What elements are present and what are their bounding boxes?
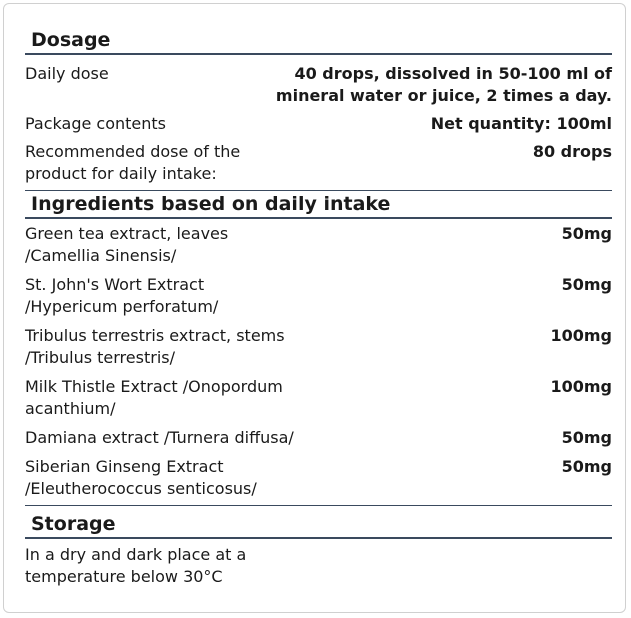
product-info-card <box>3 3 626 613</box>
ingredient-label <box>25 223 228 267</box>
label-line: St. John's Wort Extract <box>25 275 205 294</box>
value-line: 100mg <box>550 377 612 396</box>
storage-text <box>25 544 612 588</box>
dosage-heading: Dosage <box>25 28 612 55</box>
label-line: Damiana extract /Turnera diffusa/ <box>25 428 294 447</box>
value-line: 50mg <box>561 428 612 447</box>
ingredient-amount <box>562 456 612 478</box>
ingredient-row <box>25 456 612 506</box>
dosage-label <box>25 141 240 185</box>
dosage-value <box>276 63 612 107</box>
dosage-row-package-contents <box>25 113 612 135</box>
ingredient-amount <box>550 325 612 347</box>
ingredient-label <box>25 456 257 500</box>
label-line: Siberian Ginseng Extract <box>25 457 224 476</box>
ingredient-row <box>25 223 612 267</box>
label-line: /Tribulus terrestris/ <box>25 348 175 367</box>
dosage-label <box>25 63 109 85</box>
storage-label <box>25 544 246 588</box>
value-line: 40 drops, dissolved in 50-100 ml of <box>294 64 612 83</box>
label-line: temperature below 30°C <box>25 567 223 586</box>
label-line: product for daily intake: <box>25 164 217 183</box>
label-line: Tribulus terrestris extract, stems <box>25 326 285 345</box>
value-line: Net quantity: 100ml <box>430 114 612 133</box>
ingredient-label <box>25 427 294 449</box>
label-line: /Hypericum perforatum/ <box>25 297 219 316</box>
ingredient-label <box>25 274 218 318</box>
label-line: In a dry and dark place at a <box>25 545 247 564</box>
label-line: acanthium/ <box>25 399 116 418</box>
label-line: Milk Thistle Extract /Onopordum <box>25 377 283 396</box>
value-line: 50mg <box>561 224 612 243</box>
product-info-content <box>25 28 612 588</box>
label-line: Recommended dose of the <box>25 142 241 161</box>
ingredient-amount <box>562 427 612 449</box>
dosage-row-recommended-dose <box>25 141 612 191</box>
storage-heading: Storage <box>25 512 612 539</box>
label-line: /Camellia Sinensis/ <box>25 246 177 265</box>
dosage-value <box>431 113 612 135</box>
value-line: 100mg <box>550 326 612 345</box>
dosage-label <box>25 113 166 135</box>
dosage-row-daily-dose <box>25 63 612 107</box>
label-line: /Eleutherococcus senticosus/ <box>25 479 257 498</box>
ingredient-label <box>25 376 283 420</box>
ingredient-amount <box>562 223 612 245</box>
ingredient-row <box>25 274 612 318</box>
ingredient-amount <box>562 274 612 296</box>
label-line: Package contents <box>25 114 166 133</box>
value-line: 80 drops <box>532 142 612 161</box>
ingredient-row <box>25 376 612 420</box>
ingredients-heading: Ingredients based on daily intake <box>25 192 612 219</box>
value-line: 50mg <box>561 275 612 294</box>
value-line: mineral water or juice, 2 times a day. <box>275 86 612 105</box>
label-line: Daily dose <box>25 64 109 83</box>
value-line: 50mg <box>561 457 612 476</box>
ingredient-amount <box>550 376 612 398</box>
label-line: Green tea extract, leaves <box>25 224 229 243</box>
ingredient-row <box>25 427 612 449</box>
ingredient-label <box>25 325 285 369</box>
dosage-value <box>533 141 612 163</box>
ingredient-row <box>25 325 612 369</box>
